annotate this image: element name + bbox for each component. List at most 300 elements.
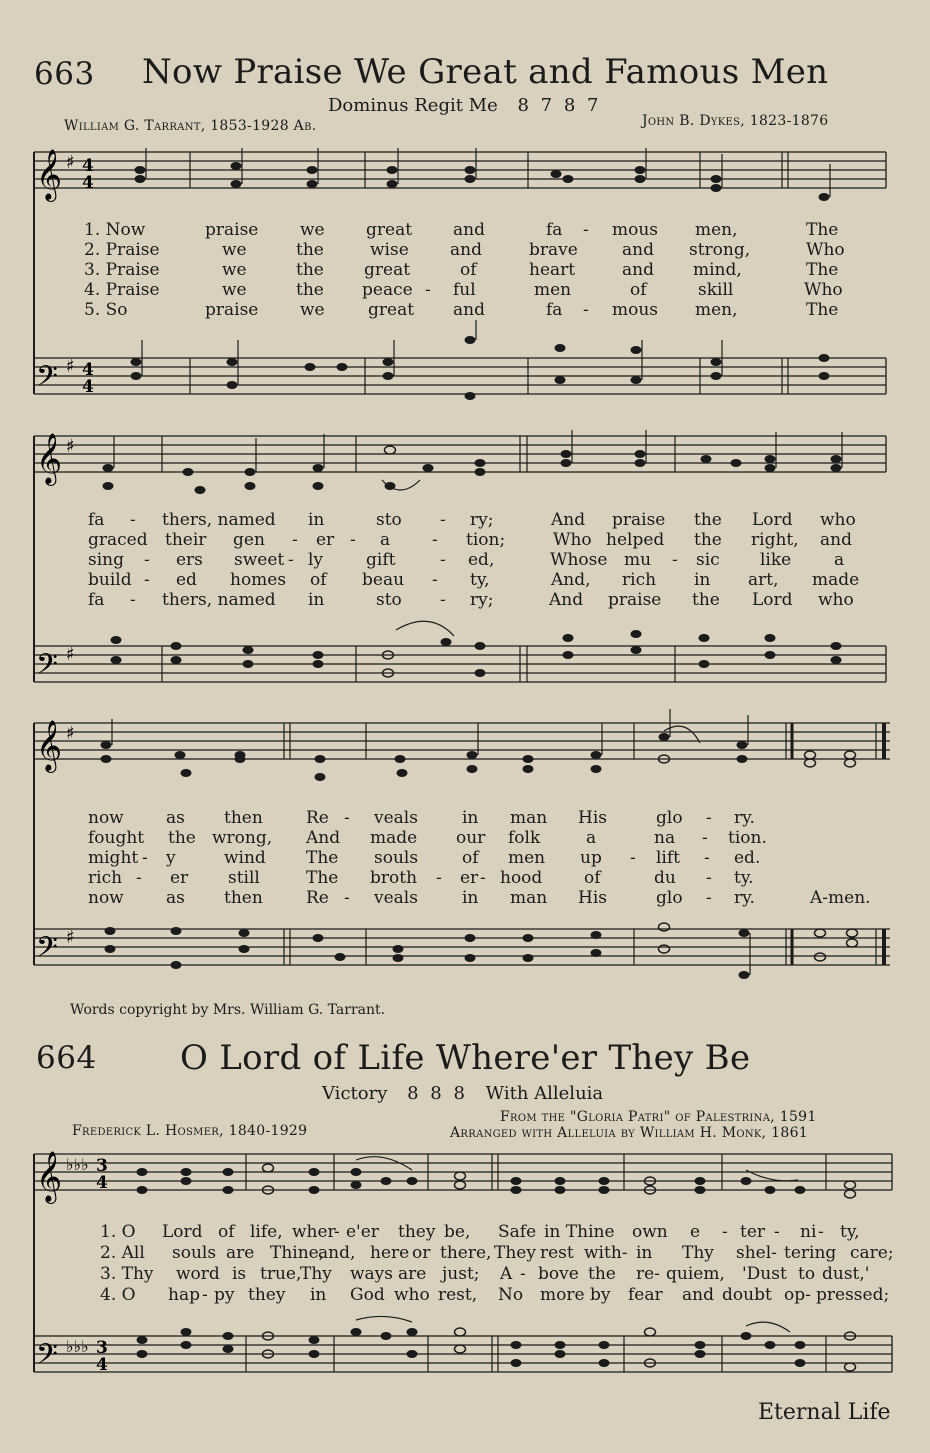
lyric-syllable: They: [494, 1243, 536, 1263]
lyric-syllable: gen: [233, 530, 265, 550]
lyric-syllable: who: [818, 590, 854, 610]
lyric-syllable: Whose: [550, 550, 608, 570]
lyric-syllable: Re: [306, 808, 329, 828]
lyric-syllable: -: [202, 1285, 208, 1305]
lyric-syllable: in Thine: [544, 1222, 615, 1242]
lyric-syllable: wher: [292, 1222, 336, 1242]
lyric-syllable: mous: [612, 220, 659, 240]
lyric-syllable: still: [228, 868, 260, 888]
svg-text:3: 3: [96, 1156, 108, 1176]
lyric-syllable: wrong,: [212, 828, 273, 848]
lyric-syllable: Lord: [752, 590, 793, 610]
svg-text:4: 4: [96, 1173, 108, 1193]
lyric-syllable: er: [460, 868, 479, 888]
lyric-syllable: made: [370, 828, 418, 848]
lyric-syllable: The: [306, 848, 339, 868]
lyric-syllable: homes: [230, 570, 287, 590]
svg-text:♭♭♭: ♭♭♭: [66, 1337, 89, 1356]
lyric-syllable: shel-: [736, 1243, 777, 1263]
svg-text:♯: ♯: [66, 723, 75, 744]
lyric-syllable: a: [834, 550, 845, 570]
lyric-syllable: we: [300, 300, 325, 320]
lyric-syllable: of: [630, 280, 647, 300]
lyric-syllable: of: [460, 260, 477, 280]
lyric-syllable: Lord: [162, 1222, 203, 1242]
lyric-syllable: -: [702, 828, 708, 848]
lyric-syllable: brave: [529, 240, 578, 260]
lyric-syllable: might: [88, 848, 139, 868]
lyric-syllable: is: [232, 1264, 247, 1284]
lyric-syllable: a: [586, 828, 597, 848]
lyric-syllable: praise: [608, 590, 662, 610]
lyric-syllable: dust,': [822, 1264, 870, 1284]
lyric-syllable: The: [306, 868, 339, 888]
lyric-syllable: sto: [376, 510, 402, 530]
lyric-syllable: -: [432, 530, 438, 550]
verse-3-line-3: [0, 848, 930, 869]
tune-note: With Alleluia: [485, 1083, 604, 1104]
lyric-syllable: fa: [88, 590, 105, 610]
lyric-syllable: skill: [698, 280, 734, 300]
tune-name: [322, 1083, 603, 1104]
verse-1-line-2: [0, 510, 930, 531]
hymn-title: O Lord of Life Where'er They Be: [180, 1038, 751, 1078]
lyric-syllable: tering: [784, 1243, 837, 1263]
lyric-syllable: veals: [374, 808, 418, 828]
svg-text:♯: ♯: [66, 152, 75, 173]
lyric-syllable: they: [398, 1222, 436, 1242]
lyric-syllable: -: [142, 848, 148, 868]
lyric-syllable: own: [632, 1222, 668, 1242]
music-credit-1: From the "Gloria Patri" of Palestrina, 1591: [500, 1109, 817, 1125]
lyric-syllable: -: [630, 848, 636, 868]
lyric-syllable: mous: [612, 300, 659, 320]
lyric-syllable: our: [456, 828, 486, 848]
lyric-syllable: great: [364, 260, 411, 280]
lyric-syllable: peace: [362, 280, 413, 300]
verse-2-line-1: [0, 240, 930, 261]
lyric-syllable: 2. All: [100, 1243, 145, 1263]
lyric-syllable: er: [170, 868, 189, 888]
lyric-syllable: in: [308, 590, 325, 610]
lyric-syllable: -: [350, 530, 356, 550]
lyric-syllable: 1. O: [100, 1222, 136, 1242]
lyric-syllable: great: [368, 300, 415, 320]
lyric-syllable: sing: [88, 550, 124, 570]
lyric-syllable: fa: [88, 510, 105, 530]
lyric-syllable: Safe: [498, 1222, 537, 1242]
lyric-syllable: 4. Praise: [84, 280, 160, 300]
lyric-syllable: -: [818, 1222, 824, 1242]
lyric-syllable: ers: [176, 550, 203, 570]
svg-text:4: 4: [82, 156, 94, 176]
lyric-syllable: wise: [370, 240, 409, 260]
lyric-syllable: rest,: [438, 1285, 478, 1305]
lyric-syllable: praise: [612, 510, 666, 530]
words-credit: Frederick L. Hosmer, 1840-1929: [72, 1123, 308, 1139]
copyright-note: Words copyright by Mrs. William G. Tarrant.: [70, 1002, 386, 1018]
svg-text:♯: ♯: [66, 356, 75, 377]
lyric-syllable: we: [222, 260, 247, 280]
lyric-syllable: -: [136, 868, 142, 888]
lyric-syllable: -: [520, 1264, 526, 1284]
svg-text:𝄞: 𝄞: [36, 720, 63, 771]
lyric-syllable: folk: [508, 828, 541, 848]
lyric-syllable: A: [500, 1264, 513, 1284]
lyric-syllable: -: [288, 550, 294, 570]
music-credit-2: Arranged with Alleluia by William H. Monk, 1861: [450, 1125, 808, 1141]
lyric-syllable: ways: [350, 1264, 394, 1284]
lyric-syllable: ed,: [468, 550, 495, 570]
lyric-syllable: then: [224, 808, 263, 828]
lyric-syllable: ly: [308, 550, 324, 570]
lyric-syllable: e: [690, 1222, 701, 1242]
lyric-syllable: of: [584, 868, 601, 888]
lyric-syllable: the: [588, 1264, 616, 1284]
lyric-syllable: -: [292, 530, 298, 550]
svg-text:♯: ♯: [66, 436, 75, 457]
svg-text:𝄢: 𝄢: [36, 360, 58, 400]
lyric-syllable: their: [165, 530, 207, 550]
verse-1-line-3: [0, 808, 930, 829]
lyric-syllable: the: [168, 828, 196, 848]
lyric-syllable: in: [462, 888, 479, 908]
lyric-syllable: ni: [800, 1222, 817, 1242]
lyric-syllable: bove: [538, 1264, 579, 1284]
lyric-syllable: true,: [260, 1264, 302, 1284]
lyric-syllable: just;: [442, 1264, 480, 1284]
svg-text:4: 4: [82, 173, 94, 193]
lyric-syllable: then: [224, 888, 263, 908]
lyric-syllable: the: [694, 510, 722, 530]
lyric-syllable: Who: [804, 280, 843, 300]
lyric-syllable: -: [344, 888, 350, 908]
lyric-syllable: hood: [500, 868, 543, 888]
lyric-syllable: broth: [370, 868, 418, 888]
lyric-syllable: thers, named: [162, 510, 276, 530]
lyric-syllable: praise: [205, 220, 259, 240]
svg-text:𝄞: 𝄞: [36, 149, 63, 200]
lyric-syllable: the: [694, 530, 722, 550]
lyric-syllable: the: [296, 280, 324, 300]
lyric-syllable: er: [316, 530, 335, 550]
lyric-syllable: mu: [624, 550, 652, 570]
lyric-syllable: and: [622, 260, 654, 280]
lyric-syllable: graced: [88, 530, 148, 550]
lyric-syllable: made: [812, 570, 860, 590]
lyric-syllable: fa: [546, 300, 563, 320]
lyric-syllable: gift: [366, 550, 396, 570]
lyric-syllable: A-men.: [810, 888, 871, 908]
svg-text:♯: ♯: [66, 927, 75, 948]
lyric-syllable: thers, named: [162, 590, 276, 610]
lyric-syllable: man: [510, 808, 548, 828]
lyric-syllable: 4. O: [100, 1285, 136, 1305]
lyric-syllable: care;: [850, 1243, 894, 1263]
lyric-syllable: ty.: [734, 868, 754, 888]
verse-4-line-3: [0, 868, 930, 889]
lyric-syllable: quiem,: [666, 1264, 725, 1284]
hymn664-verse-2: [0, 1243, 930, 1264]
lyric-syllable: sic: [696, 550, 720, 570]
verse-2-line-3: [0, 828, 930, 849]
svg-text:𝄢: 𝄢: [36, 931, 58, 971]
lyric-syllable: du: [654, 868, 676, 888]
lyric-syllable: ry.: [734, 888, 755, 908]
lyric-syllable: are: [398, 1264, 427, 1284]
svg-text:𝄞: 𝄞: [36, 1151, 63, 1202]
svg-text:4: 4: [82, 360, 94, 380]
lyric-syllable: fear: [628, 1285, 663, 1305]
lyric-syllable: And: [549, 590, 584, 610]
lyric-syllable: py: [214, 1285, 235, 1305]
lyric-syllable: who: [820, 510, 856, 530]
lyric-syllable: ry;: [470, 590, 494, 610]
hymn664-verse-3: [0, 1264, 930, 1285]
lyric-syllable: wind: [224, 848, 266, 868]
lyric-syllable: His: [578, 808, 607, 828]
lyric-syllable: we: [222, 240, 247, 260]
lyric-syllable: mind,: [693, 260, 742, 280]
lyric-syllable: life,: [250, 1222, 283, 1242]
verse-3-line-2: [0, 550, 930, 571]
lyric-syllable: 1. Now: [84, 220, 146, 240]
lyric-syllable: and: [453, 300, 485, 320]
svg-text:4: 4: [82, 377, 94, 397]
lyric-syllable: the: [296, 260, 324, 280]
lyric-syllable: pressed;: [816, 1285, 890, 1305]
tune-name-text: Victory: [322, 1083, 388, 1104]
hymn-title: Now Praise We Great and Famous Men: [142, 52, 829, 92]
lyric-syllable: fought: [88, 828, 145, 848]
lyric-syllable: as: [166, 888, 185, 908]
verse-4-line-2: [0, 570, 930, 591]
lyric-syllable: Re: [306, 888, 329, 908]
lyric-syllable: ty,: [470, 570, 490, 590]
hymn664-verse-1: [0, 1222, 930, 1243]
lyric-syllable: the: [296, 240, 324, 260]
lyric-syllable: they: [248, 1285, 286, 1305]
lyric-syllable: and: [453, 220, 485, 240]
tune-name: [328, 95, 601, 116]
svg-text:3: 3: [96, 1338, 108, 1358]
lyric-syllable: more: [540, 1285, 585, 1305]
lyric-syllable: of: [218, 1222, 235, 1242]
lyric-syllable: strong,: [689, 240, 751, 260]
lyric-syllable: of: [310, 570, 327, 590]
hymn-number: 663: [34, 56, 95, 92]
lyric-syllable: -: [480, 868, 486, 888]
lyric-syllable: sto: [376, 590, 402, 610]
lyric-syllable: who: [394, 1285, 430, 1305]
lyric-syllable: op-: [784, 1285, 811, 1305]
lyric-syllable: doubt: [722, 1285, 772, 1305]
lyric-syllable: heart: [529, 260, 576, 280]
lyric-syllable: men: [534, 280, 572, 300]
lyric-syllable: The: [806, 300, 839, 320]
lyric-syllable: And: [551, 510, 586, 530]
lyric-syllable: -: [334, 1222, 340, 1242]
lyric-syllable: 5. So: [84, 300, 128, 320]
lyric-syllable: re-: [636, 1264, 660, 1284]
lyric-syllable: -: [704, 848, 710, 868]
section-footer: Eternal Life: [758, 1400, 891, 1425]
lyric-syllable: fa: [546, 220, 563, 240]
lyric-syllable: Lord: [752, 510, 793, 530]
lyric-syllable: God: [350, 1285, 385, 1305]
tune-meter: 8 8 8: [407, 1083, 468, 1104]
lyric-syllable: -: [144, 550, 150, 570]
lyric-syllable: -: [130, 590, 136, 610]
lyric-syllable: Thine,: [270, 1243, 325, 1263]
lyric-syllable: -: [583, 300, 589, 320]
lyric-syllable: are: [226, 1243, 255, 1263]
lyric-syllable: to: [798, 1264, 816, 1284]
lyric-syllable: Who: [806, 240, 845, 260]
lyric-syllable: and,: [318, 1243, 356, 1263]
lyric-syllable: -: [706, 888, 712, 908]
lyric-syllable: And,: [551, 570, 591, 590]
lyric-syllable: and: [682, 1285, 714, 1305]
lyric-syllable: -: [583, 220, 589, 240]
verse-1-line-1: [0, 220, 930, 241]
lyric-syllable: y: [166, 848, 176, 868]
lyric-syllable: sweet: [234, 550, 285, 570]
lyric-syllable: and: [820, 530, 852, 550]
lyric-syllable: rich: [622, 570, 657, 590]
lyric-syllable: Thy: [682, 1243, 714, 1263]
lyric-syllable: veals: [374, 888, 418, 908]
lyric-syllable: in: [310, 1285, 327, 1305]
hymn664-verse-4: [0, 1285, 930, 1306]
lyric-syllable: 3. Thy: [100, 1264, 154, 1284]
lyric-syllable: in: [694, 570, 711, 590]
verse-5-line-1: [0, 300, 930, 321]
lyric-syllable: ed: [176, 570, 197, 590]
lyric-syllable: here: [370, 1243, 410, 1263]
lyric-syllable: rich: [88, 868, 123, 888]
lyric-syllable: ry;: [470, 510, 494, 530]
lyric-syllable: and: [622, 240, 654, 260]
lyric-syllable: word: [176, 1264, 220, 1284]
lyric-syllable: men: [508, 848, 546, 868]
lyric-syllable: praise: [205, 300, 259, 320]
hymn-number: 664: [36, 1040, 97, 1076]
svg-text:4: 4: [96, 1355, 108, 1375]
lyric-syllable: in: [462, 808, 479, 828]
lyric-syllable: -: [432, 570, 438, 590]
lyric-syllable: ter: [740, 1222, 766, 1242]
lyric-syllable: Thy: [300, 1264, 332, 1284]
lyric-syllable: -: [144, 570, 150, 590]
lyric-syllable: by: [590, 1285, 611, 1305]
svg-text:𝄢: 𝄢: [36, 1338, 58, 1378]
lyric-syllable: glo: [656, 808, 683, 828]
lyric-syllable: hap: [168, 1285, 200, 1305]
lyric-syllable: men,: [695, 300, 738, 320]
lyric-syllable: there,: [440, 1243, 492, 1263]
lyric-syllable: and: [450, 240, 482, 260]
lyric-syllable: -: [436, 868, 442, 888]
lyric-syllable: tion.: [728, 828, 767, 848]
lyric-syllable: of: [462, 848, 479, 868]
lyric-syllable: right,: [751, 530, 799, 550]
lyric-syllable: as: [166, 808, 185, 828]
lyric-syllable: -: [130, 510, 136, 530]
lyric-syllable: now: [88, 808, 124, 828]
lyric-syllable: -: [344, 808, 350, 828]
svg-text:♭♭♭: ♭♭♭: [66, 1155, 89, 1174]
lyric-syllable: ful: [453, 280, 476, 300]
lyric-syllable: up: [580, 848, 602, 868]
lyric-syllable: Who: [553, 530, 592, 550]
lyric-syllable: tion;: [466, 530, 506, 550]
lyric-syllable: helped: [606, 530, 665, 550]
lyric-syllable: souls: [172, 1243, 217, 1263]
svg-text:𝄞: 𝄞: [36, 433, 63, 484]
lyric-syllable: build: [88, 570, 132, 590]
lyric-syllable: now: [88, 888, 124, 908]
verse-2-line-2: [0, 530, 930, 551]
lyric-syllable: 2. Praise: [84, 240, 160, 260]
lyric-syllable: 'Dust: [742, 1264, 787, 1284]
lyric-syllable: 3. Praise: [84, 260, 160, 280]
lyric-syllable: art,: [748, 570, 779, 590]
lyric-syllable: like: [760, 550, 792, 570]
lyric-syllable: beau: [362, 570, 405, 590]
lyric-syllable: the: [692, 590, 720, 610]
lyric-syllable: rest: [540, 1243, 574, 1263]
lyric-syllable: we: [222, 280, 247, 300]
tune-name-text: Dominus Regit Me: [328, 95, 498, 116]
lyric-syllable: lift: [656, 848, 680, 868]
lyric-syllable: -: [440, 590, 446, 610]
lyric-syllable: na: [654, 828, 676, 848]
lyric-syllable: ry.: [734, 808, 755, 828]
lyric-syllable: we: [300, 220, 325, 240]
verse-4-line-1: [0, 280, 930, 301]
verse-3-line-1: [0, 260, 930, 281]
music-credit: John B. Dykes, 1823-1876: [642, 113, 829, 129]
lyric-syllable: -: [706, 868, 712, 888]
lyric-syllable: -: [440, 510, 446, 530]
svg-text:♯: ♯: [66, 644, 75, 665]
lyric-syllable: -: [425, 280, 431, 300]
lyric-syllable: ty,: [840, 1222, 860, 1242]
lyric-syllable: His: [578, 888, 607, 908]
lyric-syllable: in: [308, 510, 325, 530]
tune-meter: 8 7 8 7: [517, 95, 602, 116]
lyric-syllable: -: [706, 808, 712, 828]
lyric-syllable: man: [510, 888, 548, 908]
lyric-syllable: glo: [656, 888, 683, 908]
verse-5-line-2: [0, 590, 930, 611]
lyric-syllable: And: [306, 828, 341, 848]
lyric-syllable: men,: [695, 220, 738, 240]
lyric-syllable: -: [774, 1222, 780, 1242]
verse-5-line-3: [0, 888, 930, 909]
lyric-syllable: -: [440, 550, 446, 570]
lyric-syllable: e'er: [346, 1222, 379, 1242]
lyric-syllable: The: [806, 260, 839, 280]
lyric-syllable: No: [498, 1285, 524, 1305]
lyric-syllable: souls: [374, 848, 419, 868]
svg-text:𝄢: 𝄢: [36, 648, 58, 688]
lyric-syllable: great: [366, 220, 413, 240]
lyric-syllable: -: [722, 1222, 728, 1242]
lyric-syllable: The: [806, 220, 839, 240]
words-credit: William G. Tarrant, 1853-1928 Ab.: [64, 118, 317, 134]
